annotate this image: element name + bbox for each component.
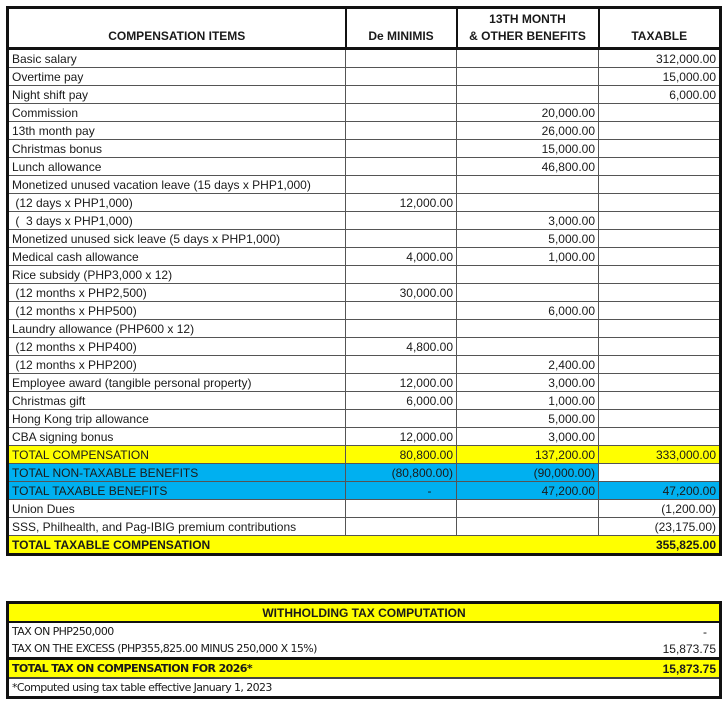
- item-label: ( 3 days x PHP1,000): [8, 212, 346, 230]
- taxable-value: [599, 356, 721, 374]
- total-compensation-row: [8, 446, 721, 464]
- total-taxable-compensation-label: TOTAL TAXABLE COMPENSATION: [8, 536, 599, 555]
- de-minimis-value: [346, 68, 457, 86]
- table-row: [8, 158, 721, 176]
- de-minimis-value: 4,800.00: [346, 338, 457, 356]
- item-label: Overtime pay: [8, 68, 346, 86]
- header-row: [8, 8, 721, 49]
- other-benefits-value: 3,000.00: [457, 212, 599, 230]
- taxable-value: 6,000.00: [599, 86, 721, 104]
- withholding-line-label: TAX ON PHP250,000: [12, 624, 114, 638]
- item-label: Night shift pay: [8, 86, 346, 104]
- other-benefits-value: 20,000.00: [457, 104, 599, 122]
- other-benefits-value: 3,000.00: [457, 374, 599, 392]
- withholding-total-value: 15,873.75: [610, 659, 720, 679]
- header-13th-line1: 13TH MONTH: [489, 12, 566, 26]
- taxable-value: 15,000.00: [599, 68, 721, 86]
- deduction-row: [8, 500, 721, 518]
- de-minimis-value: [346, 122, 457, 140]
- de-minimis-value: [346, 212, 457, 230]
- total-taxable-benefits-other: 47,200.00: [457, 482, 599, 500]
- other-benefits-value: [457, 266, 599, 284]
- total-taxable-benefits-deminimis: -: [346, 482, 457, 500]
- item-label: Rice subsidy (PHP3,000 x 12): [8, 266, 346, 284]
- item-label: Lunch allowance: [8, 158, 346, 176]
- item-label: Christmas bonus: [8, 140, 346, 158]
- de-minimis-value: [346, 320, 457, 338]
- deduction-taxable: (23,175.00): [599, 518, 721, 536]
- total-non-taxable-taxable: [599, 464, 721, 482]
- item-label: Employee award (tangible personal property): [8, 374, 346, 392]
- table-row: [8, 410, 721, 428]
- item-label: Basic salary: [8, 49, 346, 68]
- de-minimis-value: 30,000.00: [346, 284, 457, 302]
- other-benefits-value: 5,000.00: [457, 410, 599, 428]
- table-row: [8, 284, 721, 302]
- total-non-taxable-row: [8, 464, 721, 482]
- taxable-value: [599, 338, 721, 356]
- total-compensation-taxable: 333,000.00: [599, 446, 721, 464]
- total-taxable-benefits-taxable: 47,200.00: [599, 482, 721, 500]
- deduction-other: [457, 518, 599, 536]
- taxable-value: [599, 284, 721, 302]
- item-label: 13th month pay: [8, 122, 346, 140]
- item-label: (12 months x PHP400): [8, 338, 346, 356]
- taxable-value: [599, 320, 721, 338]
- de-minimis-value: [346, 140, 457, 158]
- other-benefits-value: [457, 194, 599, 212]
- deduction-deminimis: [346, 500, 457, 518]
- deduction-deminimis: [346, 518, 457, 536]
- item-label: (12 days x PHP1,000): [8, 194, 346, 212]
- header-taxable: TAXABLE: [599, 8, 721, 49]
- table-row: [8, 428, 721, 446]
- item-label: Monetized unused vacation leave (15 days x PHP1,000): [8, 176, 346, 194]
- de-minimis-value: 12,000.00: [346, 374, 457, 392]
- taxable-value: [599, 248, 721, 266]
- deduction-taxable: (1,200.00): [599, 500, 721, 518]
- table-row: [8, 212, 721, 230]
- taxable-value: [599, 158, 721, 176]
- taxable-value: [599, 212, 721, 230]
- item-label: Commission: [8, 104, 346, 122]
- de-minimis-value: [346, 302, 457, 320]
- table-row: [8, 122, 721, 140]
- table-row: [8, 356, 721, 374]
- de-minimis-value: [346, 104, 457, 122]
- other-benefits-value: [457, 320, 599, 338]
- de-minimis-value: [346, 176, 457, 194]
- other-benefits-value: 5,000.00: [457, 230, 599, 248]
- deduction-label: SSS, Philhealth, and Pag-IBIG premium contributions: [8, 518, 346, 536]
- total-compensation-label: TOTAL COMPENSATION: [8, 446, 346, 464]
- item-label: Christmas gift: [8, 392, 346, 410]
- total-non-taxable-label: TOTAL NON-TAXABLE BENEFITS: [8, 464, 346, 482]
- taxable-value: [599, 266, 721, 284]
- taxable-value: 312,000.00: [599, 49, 721, 68]
- de-minimis-value: 4,000.00: [346, 248, 457, 266]
- other-benefits-value: 6,000.00: [457, 302, 599, 320]
- withholding-total-label: TOTAL TAX ON COMPENSATION FOR 2026*: [8, 659, 611, 679]
- withholding-line-value: 15,873.75: [662, 641, 716, 656]
- header-13th-line2: & OTHER BENEFITS: [469, 29, 586, 43]
- de-minimis-value: [346, 158, 457, 176]
- taxable-value: [599, 104, 721, 122]
- withholding-total-row: [8, 659, 721, 679]
- compensation-body: [8, 49, 721, 555]
- taxable-value: [599, 374, 721, 392]
- table-row: [8, 194, 721, 212]
- header-de-minimis: De MINIMIS: [346, 8, 457, 49]
- withholding-line: [8, 640, 721, 659]
- withholding-note-row: [8, 678, 721, 698]
- total-taxable-benefits-row: [8, 482, 721, 500]
- header-compensation-items: COMPENSATION ITEMS: [8, 8, 346, 49]
- table-row: [8, 49, 721, 68]
- table-row: [8, 176, 721, 194]
- total-taxable-compensation-row: [8, 536, 721, 555]
- taxable-value: [599, 230, 721, 248]
- taxable-value: [599, 392, 721, 410]
- other-benefits-value: 15,000.00: [457, 140, 599, 158]
- item-label: (12 months x PHP200): [8, 356, 346, 374]
- withholding-note: *Computed using tax table effective January 1, 2023: [8, 678, 721, 698]
- de-minimis-value: [346, 266, 457, 284]
- de-minimis-value: [346, 410, 457, 428]
- withholding-line: [8, 622, 721, 640]
- other-benefits-value: 26,000.00: [457, 122, 599, 140]
- taxable-value: [599, 428, 721, 446]
- other-benefits-value: 46,800.00: [457, 158, 599, 176]
- de-minimis-value: [346, 49, 457, 68]
- other-benefits-value: 3,000.00: [457, 428, 599, 446]
- item-label: CBA signing bonus: [8, 428, 346, 446]
- table-row: [8, 266, 721, 284]
- item-label: (12 months x PHP500): [8, 302, 346, 320]
- item-label: Monetized unused sick leave (5 days x PHP1,000): [8, 230, 346, 248]
- total-non-taxable-deminimis: (80,800.00): [346, 464, 457, 482]
- item-label: Laundry allowance (PHP600 x 12): [8, 320, 346, 338]
- de-minimis-value: [346, 86, 457, 104]
- item-label: Hong Kong trip allowance: [8, 410, 346, 428]
- table-row: [8, 104, 721, 122]
- withholding-title-row: [8, 603, 721, 623]
- total-non-taxable-other: (90,000.00): [457, 464, 599, 482]
- other-benefits-value: 1,000.00: [457, 392, 599, 410]
- de-minimis-value: [346, 356, 457, 374]
- withholding-title: WITHHOLDING TAX COMPUTATION: [8, 603, 721, 623]
- table-row: [8, 140, 721, 158]
- other-benefits-value: 1,000.00: [457, 248, 599, 266]
- taxable-value: [599, 176, 721, 194]
- total-taxable-compensation-value: 355,825.00: [599, 536, 721, 555]
- compensation-table: [6, 6, 722, 556]
- table-row: [8, 320, 721, 338]
- taxable-value: [599, 140, 721, 158]
- other-benefits-value: 2,400.00: [457, 356, 599, 374]
- other-benefits-value: [457, 49, 599, 68]
- table-row: [8, 392, 721, 410]
- de-minimis-value: [346, 230, 457, 248]
- item-label: Medical cash allowance: [8, 248, 346, 266]
- total-compensation-deminimis: 80,800.00: [346, 446, 457, 464]
- withholding-line-label: TAX ON THE EXCESS (PHP355,825.00 MINUS 250,000 X 15%): [12, 641, 317, 655]
- de-minimis-value: 12,000.00: [346, 194, 457, 212]
- table-row: [8, 86, 721, 104]
- deduction-label: Union Dues: [8, 500, 346, 518]
- item-label: (12 months x PHP2,500): [8, 284, 346, 302]
- table-row: [8, 68, 721, 86]
- de-minimis-value: 12,000.00: [346, 428, 457, 446]
- other-benefits-value: [457, 338, 599, 356]
- table-row: [8, 230, 721, 248]
- taxable-value: [599, 302, 721, 320]
- taxable-value: [599, 410, 721, 428]
- withholding-line-value: -: [703, 624, 707, 639]
- taxable-value: [599, 194, 721, 212]
- total-compensation-other: 137,200.00: [457, 446, 599, 464]
- taxable-value: [599, 122, 721, 140]
- other-benefits-value: [457, 284, 599, 302]
- other-benefits-value: [457, 68, 599, 86]
- other-benefits-value: [457, 86, 599, 104]
- table-row: [8, 248, 721, 266]
- table-row: [8, 302, 721, 320]
- de-minimis-value: 6,000.00: [346, 392, 457, 410]
- total-taxable-benefits-label: TOTAL TAXABLE BENEFITS: [8, 482, 346, 500]
- deduction-row: [8, 518, 721, 536]
- table-row: [8, 374, 721, 392]
- table-row: [8, 338, 721, 356]
- withholding-tax-table: [6, 601, 722, 699]
- deduction-other: [457, 500, 599, 518]
- header-13th-month: [457, 8, 599, 49]
- other-benefits-value: [457, 176, 599, 194]
